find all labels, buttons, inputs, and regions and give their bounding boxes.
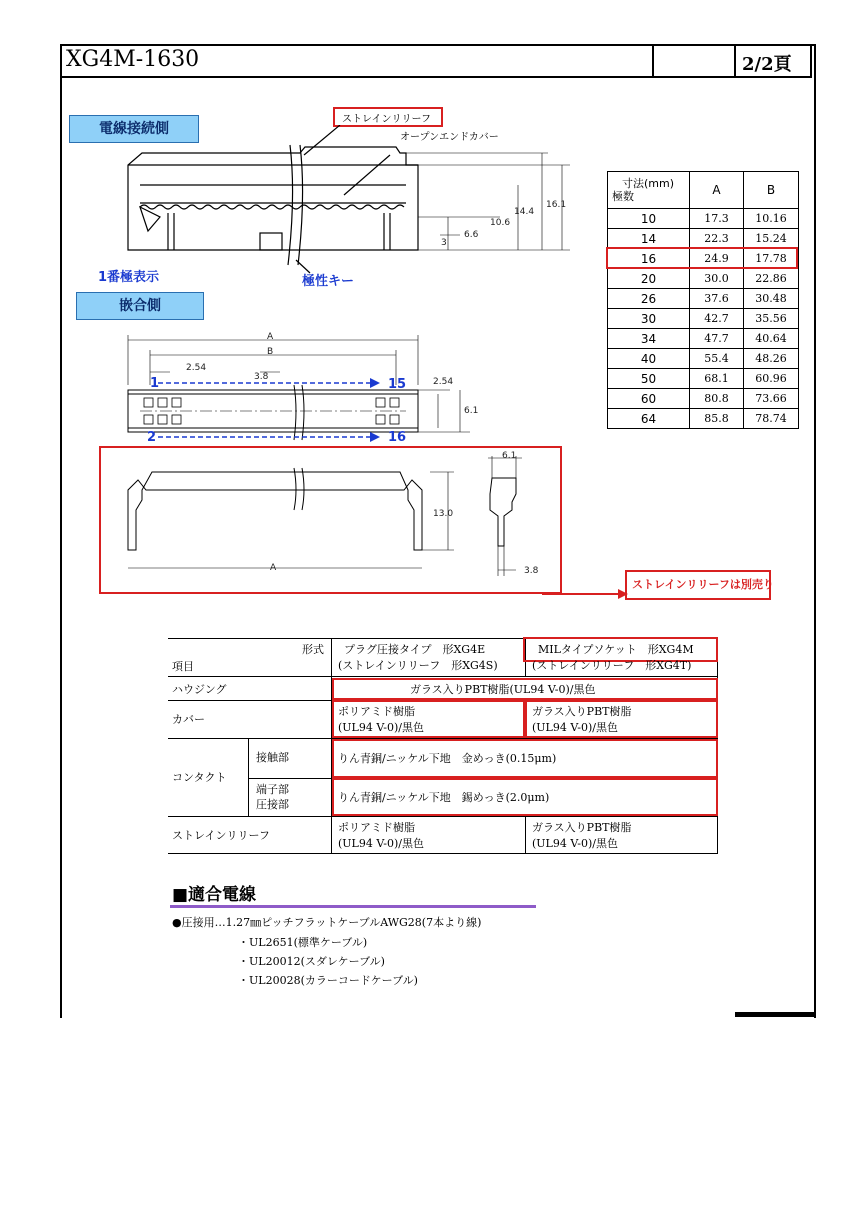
open-end-cover-label: オープンエンドカバー [400,132,499,143]
spec-strain: ストレインリリーフ [172,829,270,842]
dim-6-1-a: 6.1 [464,406,479,416]
spec-housing: ハウジング [172,683,227,696]
dim-cell-a: 68.1 [690,369,744,389]
dim-table-row [608,289,799,309]
wires-line3: ・UL20012(スダレケーブル) [238,955,385,968]
spec-item-label: 項目 [172,660,194,673]
pin-2: 2 [147,430,157,445]
dim-table-row [608,309,799,329]
dim-cell-a: 24.9 [690,249,744,269]
spec-terminal-l1: 端子部 [256,783,289,796]
dim-cell-b: 30.48 [744,289,799,309]
dim-cell-b: 22.86 [744,269,799,289]
page-number: 2/2頁 [742,54,792,75]
spec-terminal-l2: 圧接部 [256,798,289,811]
dim-6-1-b: 6.1 [502,451,517,461]
pin-1: 1 [150,376,160,391]
wires-line2: ・UL2651(標準ケーブル) [238,936,368,949]
dim-table-row [608,329,799,349]
dim-cell-b: 60.96 [744,369,799,389]
dim-head-b: B [744,172,799,209]
dim-table-row [608,369,799,389]
dim-a-bottom: A [270,563,277,573]
dim-13-0: 13.0 [433,509,454,519]
dim-cell-poles: 40 [608,349,690,369]
wires-line4: ・UL20028(カラーコードケーブル) [238,974,418,987]
spec-cover-c2-l2: (UL94 V-0)/黒色 [532,721,619,734]
spec-col2-line1: MILタイプソケット 形XG4M [538,643,694,656]
dim-cell-b: 40.64 [744,329,799,349]
dim-cell-b: 73.66 [744,389,799,409]
dim-cell-poles: 16 [608,249,690,269]
bottom-bar [735,1012,814,1017]
spec-col2-line2: (ストレインリリーフ 形XG4T) [532,659,692,672]
dim-cell-poles: 14 [608,229,690,249]
dim-2-54-b: 2.54 [433,377,454,387]
spec-cover-c1-l1: ポリアミド樹脂 [338,705,415,718]
spec-strain-c2-l2: (UL94 V-0)/黒色 [532,837,619,850]
spec-col1-line2: (ストレインリリーフ 形XG4S) [338,659,498,672]
dim-16-1: 16.1 [546,200,567,210]
dim-14-4: 14.4 [514,207,535,217]
mating-side-drawing [100,330,500,450]
dim-a-top: A [267,332,274,342]
dim-3-8-b: 3.8 [524,566,539,576]
spec-contact-part-value: りん青銅/ニッケル下地 金めっき(0.15μm) [338,752,557,765]
spec-contact: コンタクト [172,771,227,784]
dim-cell-a: 47.7 [690,329,744,349]
spec-col1-line1: プラグ圧接タイプ 形XG4E [344,643,486,656]
dim-table-row [608,269,799,289]
dim-head-bottom: 極数 [612,190,634,203]
pin-15: 15 [388,377,407,392]
wire-side-drawing [100,125,580,285]
strain-relief-drawing [100,450,560,590]
dim-6-6: 6.6 [464,230,479,240]
dim-3: 3 [441,238,447,248]
dim-table-head [608,172,690,209]
spec-strain-c1-l1: ポリアミド樹脂 [338,821,415,834]
dim-head-top: 寸法(mm) [622,177,675,190]
dim-cell-a: 80.8 [690,389,744,409]
dim-table-row [608,349,799,369]
spec-cover: カバー [172,713,205,726]
dim-table-row [608,409,799,429]
dim-table-row [608,389,799,409]
spec-contact-part: 接触部 [256,751,289,764]
dim-cell-poles: 50 [608,369,690,389]
dim-cell-a: 30.0 [690,269,744,289]
polarity-key-label: 極性キー [302,274,355,289]
dim-cell-poles: 10 [608,209,690,229]
dim-2-54-a: 2.54 [186,363,207,373]
dimension-table [607,171,799,429]
dim-cell-a: 42.7 [690,309,744,329]
pin1-mark-label: 1番極表示 [98,270,160,285]
strain-relief-note: ストレインリリーフは別売り [632,578,774,591]
dim-cell-b: 35.56 [744,309,799,329]
mating-side-label: 嵌合側 [76,292,204,320]
dim-cell-b: 78.74 [744,409,799,429]
dim-cell-poles: 30 [608,309,690,329]
document-title: XG4M-1630 [66,47,200,72]
spec-terminal-value: りん青銅/ニッケル下地 錫めっき(2.0μm) [338,791,550,804]
dim-cell-poles: 34 [608,329,690,349]
spec-housing-value: ガラス入りPBT樹脂(UL94 V-0)/黒色 [410,683,596,696]
dim-cell-poles: 26 [608,289,690,309]
dim-cell-a: 17.3 [690,209,744,229]
spec-cover-c1-l2: (UL94 V-0)/黒色 [338,721,425,734]
dim-cell-poles: 20 [608,269,690,289]
header-cell-blank [652,44,736,78]
dim-cell-poles: 60 [608,389,690,409]
dim-head-a: A [690,172,744,209]
spec-form-label: 形式 [302,643,324,656]
strain-relief-label: ストレインリリーフ [342,114,431,125]
dim-cell-b: 15.24 [744,229,799,249]
spec-cover-c2-l1: ガラス入りPBT樹脂 [532,705,632,718]
wires-line1: ●圧接用…1.27㎜ピッチフラットケーブルAWG28(7本より線) [172,916,482,929]
note-arrow [540,586,630,600]
dim-table-row [608,229,799,249]
dim-3-8-a: 3.8 [254,372,269,382]
wire-side-label: 電線接続側 [69,115,199,143]
dim-cell-a: 55.4 [690,349,744,369]
dim-cell-a: 37.6 [690,289,744,309]
dim-cell-poles: 64 [608,409,690,429]
dim-table-row [608,209,799,229]
dim-cell-b: 10.16 [744,209,799,229]
dim-cell-b: 17.78 [744,249,799,269]
spec-strain-c2-l1: ガラス入りPBT樹脂 [532,821,632,834]
dim-cell-a: 22.3 [690,229,744,249]
pin-16: 16 [388,430,407,445]
row-16-highlight [606,247,798,269]
spec-strain-c1-l2: (UL94 V-0)/黒色 [338,837,425,850]
wires-title-underline [170,905,536,908]
dim-cell-b: 48.26 [744,349,799,369]
dim-cell-a: 85.8 [690,409,744,429]
wires-title: ■適合電線 [172,885,257,905]
dim-b-top: B [267,347,274,357]
dim-10-6: 10.6 [490,218,511,228]
